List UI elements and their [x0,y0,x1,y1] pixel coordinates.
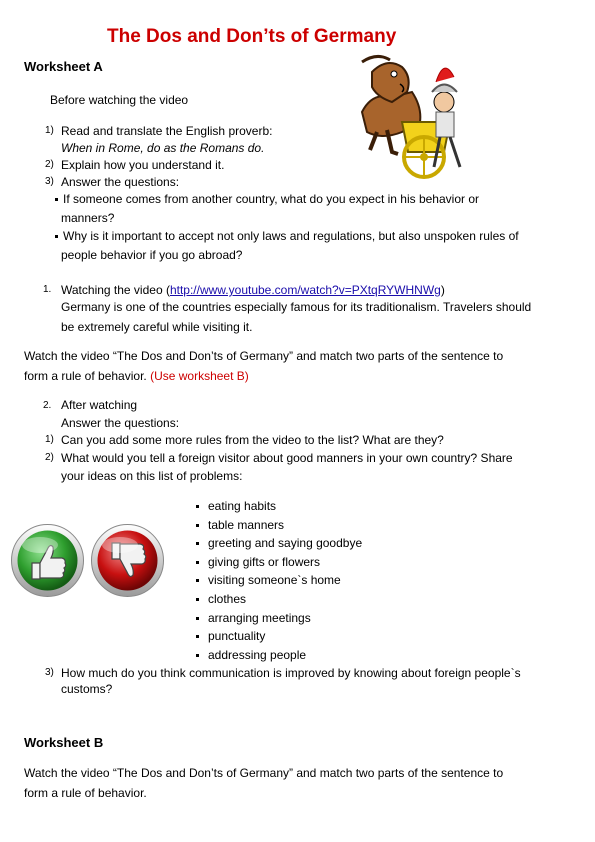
item-number: 1) [45,125,54,136]
bullet-icon [196,598,199,601]
problem-table-manners: table manners [208,517,285,532]
worksheet-b-heading: Worksheet B [24,735,104,750]
problem-addressing: addressing people [208,647,307,662]
bullet-icon [55,198,58,201]
bullet-icon [55,235,58,238]
item-number: 3) [45,667,54,678]
watching-label: Watching the video ( [61,283,170,297]
germany-careful-text: be extremely careful while visiting it. [61,320,253,334]
item-number: 1. [43,284,52,295]
instruction-text: form a rule of behavior. [24,369,147,383]
item-translate-proverb: Read and translate the English proverb: [61,124,273,138]
item-number: 2. [43,400,52,411]
instruction-note: (Use worksheet B) [150,369,249,383]
bullet-icon [196,542,199,545]
watching-label-close: ) [440,283,445,297]
question-communication-line2: customs? [61,682,113,696]
question-communication-line1: How much do you think communication is improved by knowing about foreign people`s [61,666,521,680]
proverb-text: When in Rome, do as the Romans do. [61,141,265,155]
question-rules-line2: people behavior if you go abroad? [61,248,243,262]
after-watching-label: After watching [61,398,138,412]
worksheet-a-heading: Worksheet A [24,59,103,74]
bullet-icon [196,579,199,582]
question-add-rules: Can you add some more rules from the video to the list? What are they? [61,433,444,447]
instruction-line2 [24,367,249,385]
instruction-line1: Watch the video “The Dos and Don’ts of Germany” and match two parts of the sentence to [24,349,504,363]
problem-eating-habits: eating habits [208,499,277,513]
worksheet-b-line2: form a rule of behavior. [24,786,147,800]
problem-clothes: clothes [208,591,247,606]
before-watching-label: Before watching the video [50,93,189,107]
worksheet-b-line1: Watch the video “The Dos and Don’ts of Germany” and match two parts of the sentence to [24,766,504,780]
problem-punctuality: punctuality [208,629,266,644]
item-explain: Explain how you understand it. [61,158,225,172]
problem-visiting: visiting someone`s home [208,573,341,588]
roman-chariot-illustration [332,52,488,182]
question-expectation-line2: manners? [61,211,115,225]
item-number: 2) [45,159,54,170]
problem-greeting: greeting and saying goodbye [208,536,363,551]
thumbs-up-icon [10,523,85,598]
germany-traditionalism-text: Germany is one of the countries especially famous for its traditionalism. Travelers should [61,300,532,314]
bullet-icon [196,561,199,564]
bullet-icon [196,635,199,638]
item-number: 3) [45,176,54,187]
page-title: The Dos and Don’ts of Germany [107,26,397,47]
answer-questions-label: Answer the questions: [61,416,180,430]
watching-label-line [61,281,445,299]
question-expectation-line1: If someone comes from another country, what do you expect in his behavior or [63,192,479,206]
bullet-icon [196,505,199,508]
bullet-icon [196,654,199,657]
question-rules-line1: Why is it important to accept not only laws and regulations, but also unspoken rules of [63,229,519,243]
thumbs-down-icon [90,523,165,598]
item-answer: Answer the questions: [61,175,180,189]
bullet-icon [196,617,199,620]
question-good-manners-line1: What would you tell a foreign visitor about good manners in your own country? Share [61,451,513,465]
bullet-icon [196,524,199,527]
video-link[interactable]: http://www.youtube.com/watch?v=PXtqRYWHNWg [169,283,441,297]
problem-meetings: arranging meetings [208,610,311,625]
item-number: 1) [45,434,54,445]
question-good-manners-line2: your ideas on this list of problems: [61,469,243,483]
item-number: 2) [45,452,54,463]
problem-gifts: giving gifts or flowers [208,554,321,569]
